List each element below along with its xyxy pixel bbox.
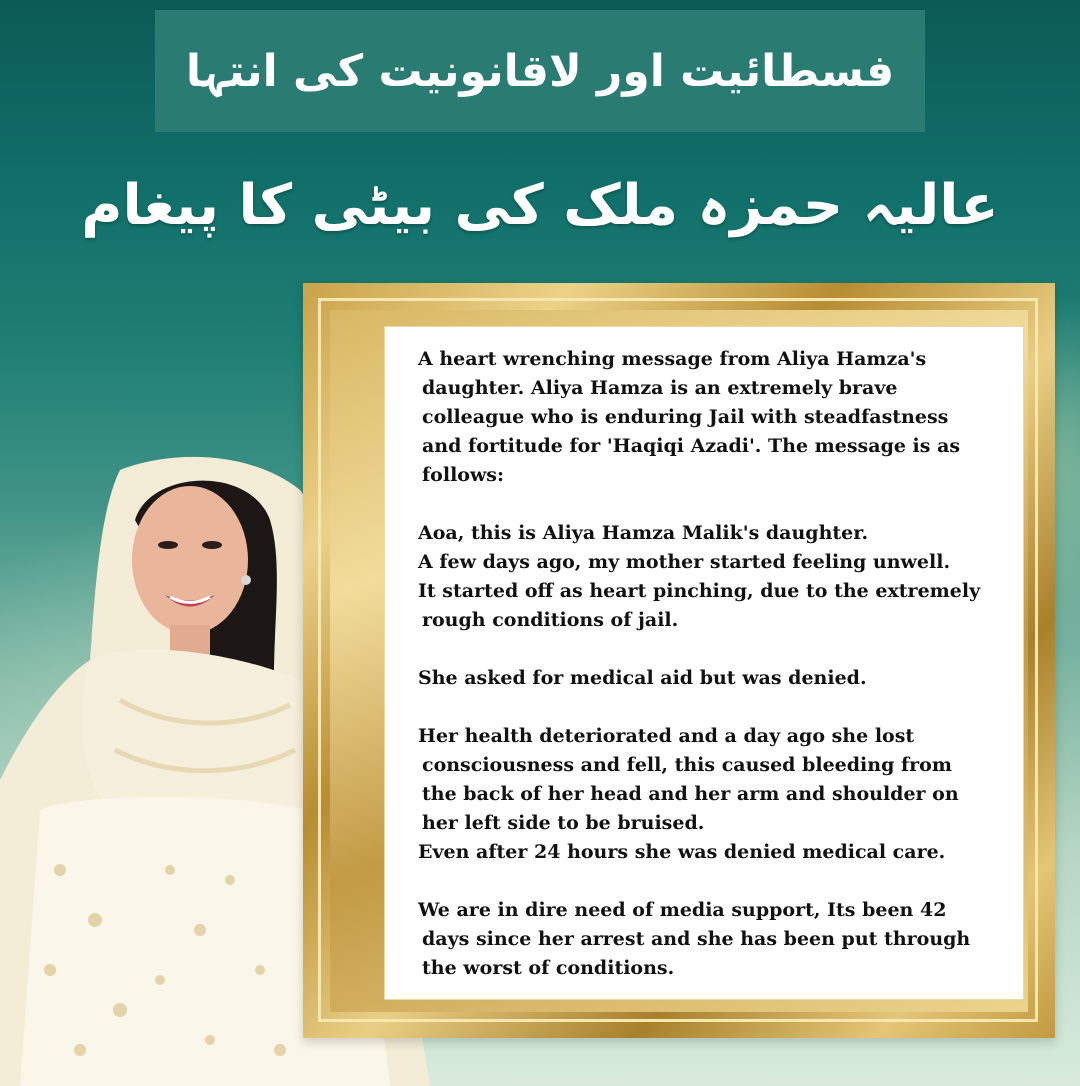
message-line: and fortitude for 'Haqiqi Azadi'. The message is as (422, 435, 961, 457)
paragraph-gap (418, 490, 998, 519)
message-line: Even after 24 hours she was denied medical care. (418, 841, 946, 863)
message-line: Her health deteriorated and a day ago she lost (418, 725, 915, 747)
message-line: Aoa, this is Aliya Hamza Malik's daughter. (418, 522, 869, 544)
message-line: We are in dire need of media support, Its been 42 (418, 899, 947, 921)
paragraph-gap (418, 867, 998, 896)
message-line: follows: (422, 464, 505, 486)
headline-text: فسطائیت اور لاقانونیت کی انتہا (185, 45, 895, 97)
message-line: consciousness and fell, this caused bleeding from (422, 754, 952, 776)
message-line: days since her arrest and she has been put through (422, 928, 971, 950)
message-line: colleague who is enduring Jail with steadfastness (422, 406, 949, 428)
paragraph-gap (418, 693, 998, 722)
message-line: her left side to be bruised. (422, 812, 705, 834)
headline-banner (155, 10, 925, 132)
message-line: A heart wrenching message from Aliya Hamza's (418, 348, 927, 370)
message-line: She asked for medical aid but was denied. (418, 667, 867, 689)
paragraph-gap (418, 635, 998, 664)
message-line: rough conditions of jail. (422, 609, 679, 631)
message-line: A few days ago, my mother started feeling unwell. (418, 551, 951, 573)
message-text-block (418, 345, 998, 983)
message-line: the worst of conditions. (422, 957, 675, 979)
subheadline-text: عالیہ حمزہ ملک کی بیٹی کا پیغام (81, 172, 999, 238)
message-line: the back of her head and her arm and shoulder on (422, 783, 959, 805)
message-line: It started off as heart pinching, due to the extremely (418, 580, 981, 602)
message-line: daughter. Aliya Hamza is an extremely brave (422, 377, 898, 399)
